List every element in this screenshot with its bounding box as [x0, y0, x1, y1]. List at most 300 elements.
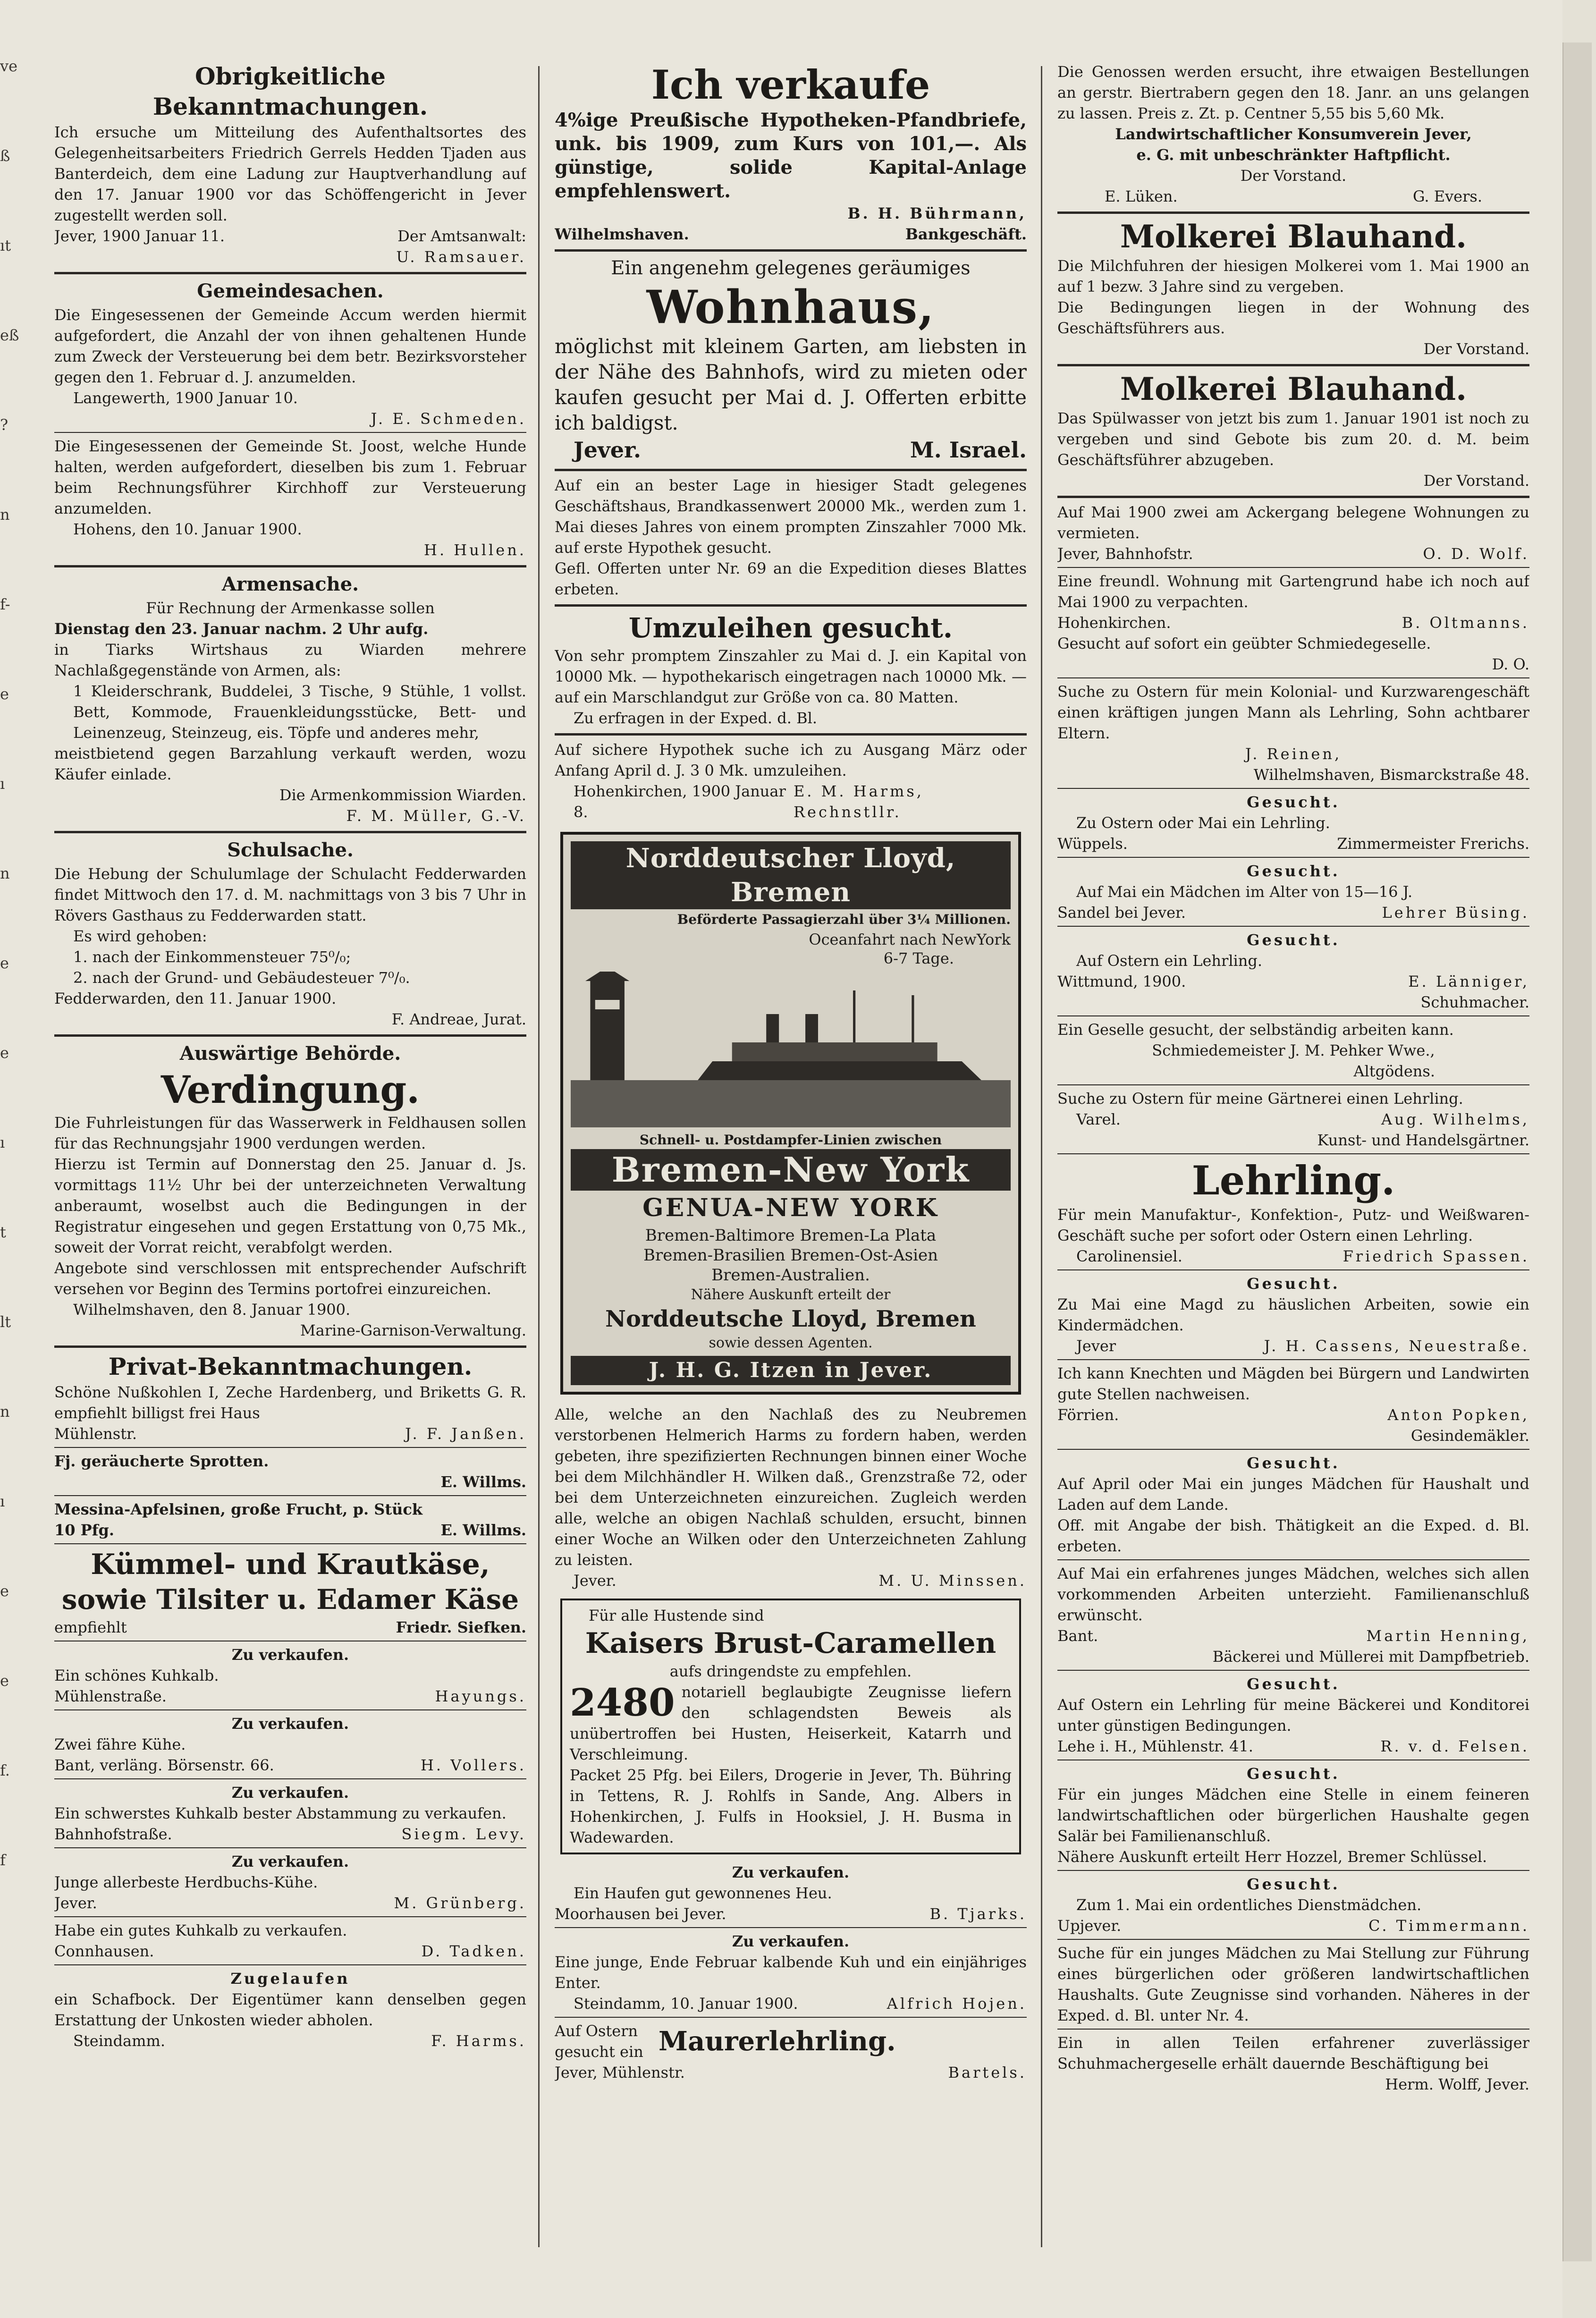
- ad-text: Eine freundl. Wohnung mit Gartengrund habe ich noch auf Mai 1900 zu verpachten.: [1057, 572, 1529, 611]
- ad-lehrling: [1057, 1157, 1529, 1267]
- notice-text: Die Eingesessenen der Gemeinde St. Joost, welche Hunde halten, werden aufgefordert, dieselben bis zum 1. Februar beim Rechnungsführer Kirchhoff zur Versteuerung anzumelden.: [54, 437, 526, 517]
- lloyd-header: Norddeutscher Lloyd, Bremen: [571, 841, 1011, 909]
- steamship-hull-illustration: [698, 1061, 981, 1080]
- steamship-funnel: [805, 1014, 818, 1042]
- ad-name: O. D. Wolf.: [1423, 545, 1529, 563]
- ad-signature-line: [1057, 1625, 1529, 1646]
- margin-text-fragment: f-: [0, 595, 10, 613]
- notice-text: in Tiarks Wirtshaus zu Wiarden mehrere Nachlaßgegenstände von Armen, als:: [54, 641, 526, 679]
- notice-text: Die Genossen werden ersucht, ihre etwaigen Bestellungen an gerstr. Biertrabern gegen den 18. Janr. an uns gelangen zu lassen. Preis z. Zt. p. Centner 5,55 bis 5,60 Mk.: [1057, 63, 1529, 122]
- notice-signature: E. Lüken.: [1105, 187, 1178, 205]
- lloyd-route-main: Bremen-New York: [571, 1149, 1011, 1191]
- margin-text-fragment: ı: [0, 1492, 5, 1510]
- ad-headline: Wohnhaus,: [646, 280, 935, 334]
- ad-headline: Ich verkaufe: [651, 61, 930, 108]
- ad-signature-line: [1057, 612, 1529, 633]
- ad-place: Sandel bei Jever.: [1057, 904, 1186, 922]
- ad-text: Zum 1. Mai ein ordentliches Dienstmädchen.: [1076, 1896, 1422, 1914]
- ad-place: Bant, verläng. Börsenstr. 66.: [54, 1756, 274, 1774]
- ad-note: Zu erfragen in der Exped. d. Bl.: [574, 709, 817, 727]
- ad-place: Bahnhofstraße.: [54, 1825, 172, 1843]
- ad-title: Gesucht.: [1247, 1875, 1340, 1893]
- ad-name: D. O.: [1492, 655, 1529, 673]
- ad-divider: [1057, 1015, 1529, 1016]
- margin-text-fragment: e: [0, 685, 9, 703]
- margin-text-fragment: n: [0, 1403, 10, 1421]
- ad-headline: Molkerei Blauhand.: [1120, 371, 1467, 407]
- ad-name: C. Timmermann.: [1368, 1917, 1529, 1935]
- ad-verkaufen-heu: [555, 1862, 1027, 1924]
- ad-signature-line: [54, 1941, 526, 1962]
- notice-signature-line: [555, 1570, 1027, 1591]
- notice-signature: F. Andreae, Jurat.: [391, 1010, 526, 1028]
- ad-stellung: [1057, 1943, 1529, 2026]
- section-divider: [1057, 211, 1529, 214]
- ad-geschaeftshaus: [555, 475, 1027, 600]
- ad-divider: [1057, 677, 1529, 678]
- notice-divider: [54, 432, 526, 433]
- notice-office: Die Armenkommission Wiarden.: [279, 786, 526, 804]
- ad-divider: [1057, 926, 1529, 927]
- section-title: Gemeindesachen.: [197, 280, 384, 302]
- ad-divider: [555, 1927, 1027, 1928]
- ad-signature-line: [555, 436, 1027, 464]
- ad-text: Auf Mai ein erfahrenes junges Mädchen, welches sich allen vorkommenden Arbeiten unterzieht. Familienanschluß erwünscht.: [1057, 1565, 1529, 1624]
- ad-place: Moorhausen bei Jever.: [555, 1905, 726, 1923]
- ad-text: Habe ein gutes Kuhkalb zu verkaufen.: [54, 1921, 347, 1939]
- ad-name: Zimmermeister Frerichs.: [1337, 835, 1529, 853]
- column-rule-1: [538, 66, 540, 2247]
- section-divider: [54, 272, 526, 274]
- margin-text-fragment: t: [0, 1223, 6, 1241]
- ad-text: Schöne Nußkohlen I, Zeche Hardenberg, und Briketts G. R. empfiehlt billigst frei Haus: [54, 1383, 526, 1422]
- lloyd-destinations: Bremen-Baltimore Bremen-La Plata: [645, 1226, 937, 1245]
- ad-signature-line: [1057, 1336, 1529, 1356]
- ad-title: Gesucht.: [1247, 1765, 1340, 1783]
- ad-trade: Gesindemäkler.: [1410, 1427, 1529, 1445]
- ad-gesucht-3: [1057, 930, 1529, 1013]
- ad-place: Carolinensiel.: [1076, 1247, 1182, 1265]
- ad-signature-line: [1057, 1736, 1529, 1757]
- ad-headline: Umzuleihen gesucht.: [628, 612, 953, 644]
- notice-headline: Verdingung.: [160, 1067, 420, 1112]
- ad-text: ein Schafbock. Der Eigentümer kann denselben gegen Erstattung der Unkosten wieder abholen.: [54, 1990, 526, 2029]
- notice-signature: M. U. Minssen.: [878, 1572, 1027, 1590]
- ad-divider: [1057, 1449, 1529, 1450]
- lloyd-lines: Schnell- u. Postdampfer-Linien zwischen: [639, 1132, 942, 1148]
- ad-divider: [1057, 567, 1529, 568]
- notice-text: Ich ersuche um Mitteilung des Aufenthaltsortes des Gelegenheitsarbeiters Friedrich Gerrels Hedden Tjaden aus Banterdeich, dem eine Ladung zur Hauptverhandlung auf den 17. Januar 1900 vor das Schöffengericht in Jever zugestellt werden soll.: [54, 123, 526, 224]
- lloyd-ocean: Oceanfahrt nach NewYork: [809, 931, 1011, 948]
- ad-text: Ein Geselle gesucht, der selbständig arbeiten kann.: [1057, 1021, 1454, 1039]
- ad-text: Von sehr promptem Zinszahler zu Mai d. J. ein Kapital von 10000 Mk. — hypothekarisch eingetragen nach 10000 Mk. — auf ein Marschlandgut zur Größe von ca. 80 Matten.: [555, 647, 1027, 706]
- ad-date: Hohenkirchen, 1900 Januar 8.: [574, 782, 786, 821]
- lloyd-destinations: Bremen-Brasilien Bremen-Ost-Asien: [643, 1246, 938, 1265]
- section-title: Obrigkeitliche Bekanntmachungen.: [152, 62, 428, 120]
- steamship-funnel: [766, 1014, 779, 1042]
- ad-name: Aug. Wilhelms,: [1381, 1110, 1529, 1128]
- ad-name: Siegm. Levy.: [401, 1825, 526, 1843]
- column-left: [54, 61, 526, 2252]
- notice-date: Fedderwarden, den 11. Januar 1900.: [54, 990, 337, 1007]
- ad-hypothek: [555, 739, 1027, 822]
- ad-signature-line: [54, 1893, 526, 1913]
- ad-place: Wittmund, 1900.: [1057, 973, 1186, 990]
- ad-title: Gesucht.: [1247, 793, 1340, 811]
- margin-text-fragment: e: [0, 954, 9, 972]
- margin-text-fragment: ß: [0, 147, 10, 165]
- ad-divider: [1057, 1870, 1529, 1871]
- ad-text: Auf ein an bester Lage in hiesiger Stadt gelegenes Geschäftshaus, Brandkassenwert 20000 Mk., werden zum 1. Mai dieses Jahres von einem prompten Zinszahler 7000 Mk. auf erste Hypothek gesucht.: [555, 476, 1027, 557]
- section-divider: [54, 1345, 526, 1348]
- lloyd-destinations: Bremen-Australien.: [711, 1266, 870, 1285]
- ad-divider: [1057, 1084, 1529, 1085]
- ad-molkerei-milchfuhren: [1057, 218, 1529, 359]
- steamship-deck-illustration: [732, 1042, 937, 1061]
- ad-title: Zugelaufen: [230, 1970, 350, 1988]
- ad-text: Zu Mai eine Magd zu häuslichen Arbeiten, sowie ein Kindermädchen.: [1057, 1295, 1529, 1334]
- ad-text: Zu Ostern oder Mai ein Lehrling.: [1076, 814, 1330, 832]
- ad-text: Suche für ein junges Mädchen zu Mai Stellung zur Führung eines bürgerlichen oder größeren landwirtschaftlichen Haushalts. Gute Zeugnisse sind vorhanden. Näheres in der Exped. d. Bl. unter Nr. 4.: [1057, 1944, 1529, 2024]
- section-divider: [54, 1034, 526, 1037]
- ad-signature-line: [54, 1423, 526, 1444]
- section-title: Armensache.: [221, 573, 359, 595]
- ad-name: Schmiedemeister J. M. Pehker Wwe.,: [1152, 1041, 1435, 1059]
- ad-name: J. H. Cassens, Neuestraße.: [1264, 1337, 1529, 1355]
- ad-signature-line: [1057, 1404, 1529, 1425]
- ad-title: Zu verkaufen.: [231, 1784, 349, 1802]
- ad-signature-line: [1057, 833, 1529, 854]
- ad-name: J. Reinen,: [1245, 745, 1342, 763]
- section-divider: [555, 249, 1027, 252]
- ad-gesucht-8: [1057, 1874, 1529, 1936]
- notice-konsumverein: [1057, 61, 1529, 207]
- ad-headline: Maurerlehrling.: [659, 2026, 896, 2057]
- ad-text: Für ein junges Mädchen eine Stelle in einem feineren landwirtschaftlichen oder bürgerlichen Haushalte gegen Salär bei Familienanschluß.: [1057, 1785, 1529, 1845]
- notice-date: Jever, 1900 Januar 11.: [54, 227, 225, 245]
- ad-signature-line: [54, 1824, 526, 1844]
- ad-signature-line: [54, 1755, 526, 1776]
- margin-text-fragment: ıt: [0, 237, 11, 254]
- ad-gesindemaekler: [1057, 1363, 1529, 1446]
- notice-intro: Es wird gehoben:: [73, 927, 207, 945]
- margin-text-fragment: ı: [0, 775, 5, 793]
- notice-obrigkeitliche: [54, 61, 526, 267]
- lighthouse-steamship-illustration: [571, 972, 1011, 1127]
- ad-divider: [1057, 788, 1529, 789]
- notice-signature: U. Ramsauer.: [396, 248, 526, 266]
- ad-gesucht-1: [1057, 792, 1529, 854]
- ad-divider: [1057, 1153, 1529, 1154]
- section-divider: [1057, 364, 1529, 366]
- notice-org: Landwirtschaftlicher Konsumverein Jever,: [1115, 125, 1472, 143]
- notice-outro: meistbietend gegen Barzahlung verkauft werden, wozu Käufer einlade.: [54, 744, 526, 783]
- ad-gesucht-5: [1057, 1453, 1529, 1557]
- ad-name: B. Oltmanns.: [1402, 614, 1529, 632]
- ad-intro: Auf Ostern: [555, 2022, 638, 2040]
- ad-kaisers-caramellen: [560, 1599, 1021, 1854]
- margin-text-fragment: ı: [0, 1134, 5, 1151]
- ad-intro: Für alle Hustende sind: [589, 1607, 764, 1624]
- ad-text: Auf sichere Hypothek suche ich zu Ausgang März oder Anfang April d. J. 3 0 Mk. umzuleihen.: [555, 741, 1027, 779]
- ad-claim: notariell beglaubigte Zeugnisse liefern den schlagendsten Beweis als unübertroffen bei Husten, Heiserkeit, Katarrh und Verschleimung.: [570, 1683, 1012, 1763]
- margin-text-fragment: ve: [0, 57, 18, 75]
- notice-text: Angebote sind verschlossen mit entsprechender Aufschrift versehen vor Beginn des Termins portofrei einzureichen.: [54, 1259, 526, 1298]
- column-rule-2: [1041, 66, 1042, 2247]
- margin-text-fragment: e: [0, 1044, 9, 1062]
- ad-text: Zwei fähre Kühe.: [54, 1735, 186, 1753]
- ad-name: E. Willms.: [440, 1473, 526, 1491]
- ad-name: Herm. Wolff, Jever.: [1385, 2075, 1529, 2093]
- ad-divider: [54, 1447, 526, 1448]
- ad-divider: [54, 1709, 526, 1710]
- notice-place: Jever.: [574, 1572, 616, 1590]
- ad-title: Gesucht.: [1247, 1454, 1340, 1472]
- ad-freundl-wohnung: [1057, 571, 1529, 633]
- ad-place: Hohenkirchen.: [1057, 614, 1171, 632]
- ad-wohnhaus: [555, 255, 1027, 464]
- lighthouse-top-illustration: [585, 972, 629, 981]
- ad-geselle: [1057, 1019, 1529, 1082]
- ad-place: Wüppels.: [1057, 835, 1128, 853]
- ad-title: Zu verkaufen.: [732, 1932, 850, 1950]
- ad-place: Förrien.: [1057, 1406, 1119, 1424]
- margin-text-fragment: f: [0, 1851, 6, 1869]
- ad-name: Friedr. Siefken.: [396, 1618, 526, 1636]
- notice-signature: F. M. Müller, G.-V.: [346, 807, 526, 825]
- ad-erfahrenes-maedchen: [1057, 1563, 1529, 1667]
- ad-signature-line: [555, 1903, 1027, 1924]
- ad-firm: Bankgeschäft.: [905, 225, 1027, 243]
- section-divider: [555, 469, 1027, 471]
- margin-text-fragment: lt: [0, 1313, 11, 1331]
- ad-gaertnerei: [1057, 1088, 1529, 1151]
- notice-schulsache: [54, 837, 526, 1030]
- ad-verkaufen-kuh: [555, 1931, 1027, 2014]
- ad-title: Fj. geräucherte Sprotten.: [54, 1452, 269, 1470]
- ad-title: Zu verkaufen.: [231, 1715, 349, 1733]
- ad-offer: Gefl. Offerten unter Nr. 69 an die Expedition dieses Blattes erbeten.: [555, 559, 1027, 598]
- notice-text: Hierzu ist Termin auf Donnerstag den 25. Januar d. Js. vormittags 11½ Uhr bei der unterzeichneten Verwaltung anberaumt, woselbst auch die Bedingungen in der Registratur eingesehen und gegen Erstattung von 0,75 Mk., soweit der Vorrat reicht, verabfolgt werden.: [54, 1155, 526, 1256]
- section-divider: [555, 604, 1027, 607]
- ad-text: Eine junge, Ende Februar kalbende Kuh und ein einjähriges Enter.: [555, 1953, 1027, 1992]
- notice-nachlass: [555, 1404, 1027, 1591]
- notice-date: Hohens, den 10. Januar 1900.: [73, 520, 302, 538]
- ad-text: Das Spülwasser von jetzt bis zum 1. Januar 1901 ist noch zu vergeben und sind Gebote bis zum 20. d. M. beim Geschäftsführer abzugeben.: [1057, 409, 1529, 469]
- notice-date: Wilhelmshaven, den 8. Januar 1900.: [73, 1301, 351, 1319]
- ad-umzuleihen: [555, 610, 1027, 728]
- ad-signature-line: [1057, 1109, 1529, 1130]
- ad-text: Die Bedingungen liegen in der Wohnung des Geschäftsführers aus.: [1057, 298, 1529, 337]
- section-title: Auswärtige Behörde.: [179, 1042, 401, 1065]
- ad-headline: sowie Tilsiter u. Edamer Käse: [61, 1583, 519, 1616]
- ad-signature-line: [54, 2030, 526, 2051]
- page-edge: [1562, 42, 1592, 2261]
- ad-signature-line: [54, 1686, 526, 1707]
- ad-firm: B. H. Bührmann,: [847, 204, 1027, 222]
- ad-name: E. M. Harms, Rechnstllr.: [793, 782, 924, 821]
- lloyd-local-agent: J. H. G. Itzen in Jever.: [571, 1356, 1011, 1385]
- ad-headline: Kaisers Brust-Caramellen: [585, 1627, 996, 1660]
- ad-text: empfiehlt: [54, 1618, 127, 1636]
- ad-place: Jever.: [54, 1894, 97, 1912]
- ad-divider: [1057, 1939, 1529, 1940]
- ad-place: Wilhelmshaven, Bismarckstraße 48.: [1253, 766, 1529, 784]
- ad-name: Friedrich Spassen.: [1343, 1247, 1529, 1265]
- ad-text: Suche zu Ostern für meine Gärtnerei einen Lehrling.: [1057, 1090, 1463, 1108]
- ad-text: Auf Ostern ein Lehrling für meine Bäckerei und Konditorei unter günstigen Bedingungen.: [1057, 1696, 1529, 1734]
- lloyd-agents: sowie dessen Agenten.: [709, 1335, 873, 1351]
- ad-divider: [1057, 857, 1529, 858]
- ad-recommend: aufs dringendste zu empfehlen.: [669, 1662, 912, 1680]
- ad-place: Jever.: [574, 437, 642, 463]
- ad-signature-line: [555, 2062, 1027, 2083]
- ad-headline: Lehrling.: [1191, 1157, 1395, 1204]
- ad-text: Gesucht auf sofort ein geübter Schmiedegeselle.: [1057, 634, 1431, 652]
- notice-signature-line: [1057, 186, 1529, 207]
- ad-place: Steindamm.: [73, 2032, 165, 2050]
- ad-maurerlehrling: [555, 2021, 1027, 2062]
- ad-signature-line: [54, 1520, 526, 1540]
- ad-divider: [1057, 1359, 1529, 1360]
- notice-signature: H. Hullen.: [424, 541, 526, 559]
- ad-name: M. Grünberg.: [394, 1894, 526, 1912]
- section-divider: [54, 565, 526, 567]
- ad-title: Gesucht.: [1247, 1275, 1340, 1293]
- ad-divider: [54, 1495, 526, 1496]
- ad-text: Auf Mai ein Mädchen im Alter von 15—16 J.: [1076, 883, 1413, 901]
- margin-text-fragment: e: [0, 1672, 9, 1690]
- section-divider: [54, 831, 526, 833]
- ad-place: Upjever.: [1057, 1917, 1122, 1935]
- notice-date: Langewerth, 1900 Januar 10.: [73, 389, 298, 407]
- ad-place: Mühlenstraße.: [54, 1687, 167, 1705]
- ad-number: 2480: [570, 1680, 675, 1725]
- column-right: [1057, 61, 1529, 2252]
- ad-text: 4%ige Preußische Hypotheken-Pfandbriefe, unk. bis 1909, zum Kurs von 101,—. Als günstige, solide Kapital-Anlage empfehlenswert.: [555, 109, 1027, 202]
- ad-divider: [54, 1916, 526, 1917]
- ad-kolonialwaren: [1057, 681, 1529, 785]
- ad-name: F. Harms.: [431, 2032, 526, 2050]
- section-title: Privat-Bekanntmachungen.: [108, 1353, 473, 1380]
- ad-text: Off. mit Angabe der bish. Thätigkeit an die Exped. d. Bl. erbeten.: [1057, 1516, 1529, 1555]
- ad-ich-verkaufe: [555, 61, 1027, 245]
- notice-armensache: [54, 571, 526, 826]
- margin-text-fragment: e: [0, 1582, 9, 1600]
- ad-trade: Bäckerei und Müllerei mit Dampfbetrieb.: [1212, 1648, 1529, 1666]
- ad-text: Ein Haufen gut gewonnenes Heu.: [574, 1884, 832, 1902]
- ad-signature-line: [555, 781, 1027, 822]
- lighthouse-window: [595, 1000, 620, 1009]
- ad-name: Anton Popken,: [1387, 1406, 1529, 1424]
- margin-text-fragment: eß: [0, 326, 19, 344]
- ad-title: Gesucht.: [1247, 931, 1340, 949]
- ad-text: Auf Ostern ein Lehrling.: [1076, 952, 1263, 970]
- ad-title: Messina-Apfelsinen, große Frucht, p. Stück: [54, 1500, 423, 1518]
- ad-gesucht-7: [1057, 1763, 1529, 1867]
- margin-text-fragment: f.: [0, 1761, 10, 1779]
- ad-schuhmachergeselle: [1057, 2032, 1529, 2095]
- margin-text-fragment: ?: [0, 416, 8, 434]
- lighthouse-illustration: [590, 981, 624, 1080]
- ad-title: Zu verkaufen.: [231, 1646, 349, 1664]
- notice-intro: Für Rechnung der Armenkasse sollen: [146, 599, 435, 617]
- ad-place: Lehe i. H., Mühlenstr. 41.: [1057, 1737, 1253, 1755]
- section-divider: [1057, 496, 1529, 498]
- left-margin-fragments: [0, 57, 19, 2087]
- ad-intro: Ein angenehm gelegenes geräumiges: [611, 257, 971, 279]
- ad-schmiedegeselle: [1057, 633, 1529, 675]
- ad-board: Der Vorstand.: [1423, 340, 1529, 358]
- ad-name: Martin Henning,: [1366, 1627, 1529, 1645]
- notice-date-bold: Dienstag den 23. Januar nachm. 2 Uhr aufg.: [54, 620, 429, 638]
- ad-title: Gesucht.: [1247, 862, 1340, 880]
- ad-text: Junge allerbeste Herdbuchs-Kühe.: [54, 1873, 318, 1891]
- ad-place: Jever, Mühlenstr.: [555, 2064, 685, 2081]
- notice-item: 2. nach der Grund- und Gebäudesteuer 7⁰/₀.: [73, 969, 410, 987]
- ad-signature-line: [555, 1993, 1027, 2014]
- ad-text: Ein schönes Kuhkalb.: [54, 1667, 219, 1684]
- ad-divider: [54, 1847, 526, 1848]
- ad-name: Bartels.: [948, 2064, 1027, 2081]
- lloyd-route-second: GENUA-NEW YORK: [642, 1193, 939, 1222]
- notice-office: Der Amtsanwalt:: [397, 227, 526, 245]
- ad-headline: Molkerei Blauhand.: [1120, 218, 1467, 255]
- notice-privat: [54, 1352, 526, 2051]
- signature-line: [54, 226, 526, 246]
- ad-title: Zu verkaufen.: [732, 1863, 850, 1881]
- lloyd-company: Norddeutsche Lloyd, Bremen: [605, 1306, 976, 1332]
- notice-text: Die Eingesessenen der Gemeinde Accum werden hiermit aufgefordert, die Anzahl der von ihnen gehaltenen Hunde zum Zweck der Versteuerung bei dem betr. Bezirksvorsteher gegen den 1. Februar d. J. anzumelden.: [54, 306, 526, 386]
- ad-dealers: Packet 25 Pfg. bei Eilers, Drogerie in Jever, Th. Bühring in Tettens, R. J. Rohlfs in Sande, Ang. Albers in Hohenkirchen, J. Fulfs in Hooksiel, J. H. Busma in Wadewarden.: [570, 1766, 1012, 1846]
- ad-wohnungen: [1057, 502, 1529, 564]
- ad-text: möglichst mit kleinem Garten, am liebsten in der Nähe des Bahnhofs, wird zu mieten oder kaufen gesucht per Mai d. J. Offerten erbitte ich baldigst.: [555, 335, 1027, 434]
- ad-gesucht-4: [1057, 1273, 1529, 1356]
- ad-text: Auf Mai 1900 zwei am Ackergang belegene Wohnungen zu vermieten.: [1057, 503, 1529, 542]
- ad-name: D. Tadken.: [421, 1942, 526, 1960]
- ad-signature-line: [555, 224, 1027, 245]
- ad-text: Ich kann Knechten und Mägden bei Bürgern und Landwirten gute Stellen nachweisen.: [1057, 1364, 1529, 1403]
- ad-price: 10 Pfg.: [54, 1521, 115, 1539]
- section-divider: [555, 733, 1027, 736]
- ad-place: Connhausen.: [54, 1942, 154, 1960]
- ad-name: B. Tjarks.: [929, 1905, 1027, 1923]
- ad-name: E. Willms.: [440, 1521, 526, 1539]
- section-title: Schulsache.: [227, 839, 354, 861]
- ad-signature-line: [1057, 971, 1529, 992]
- ad-name: Lehrer Büsing.: [1382, 904, 1529, 922]
- notice-org: e. G. mit unbeschränkter Haftpflicht.: [1136, 146, 1451, 164]
- ad-place: Altgödens.: [1353, 1062, 1435, 1080]
- ad-place: Jever: [1076, 1337, 1116, 1355]
- ad-name: E. Länniger,: [1408, 973, 1529, 990]
- ad-title: Gesucht.: [1247, 1675, 1340, 1693]
- ad-board: Der Vorstand.: [1423, 472, 1529, 490]
- notice-gemeindesachen: [54, 278, 526, 560]
- lloyd-info: Nähere Auskunft erteilt der: [691, 1286, 891, 1303]
- notice-signature: J. E. Schmeden.: [371, 410, 526, 428]
- notice-text: Die Fuhrleistungen für das Wasserwerk in Feldhausen sollen für das Rechnungsjahr 1900 verdungen werden.: [54, 1114, 526, 1152]
- ad-divider: [1057, 2029, 1529, 2030]
- notice-text: Die Hebung der Schulumlage der Schulacht Fedderwarden findet Mittwoch den 17. d. M. nachmittags von 3 bis 7 Uhr in Rövers Gasthaus zu Fedderwarden statt.: [54, 865, 526, 924]
- ad-name: M. Israel.: [910, 437, 1027, 463]
- ad-divider: [1057, 1559, 1529, 1560]
- ad-divider: [54, 1543, 526, 1544]
- ad-text: Auf April oder Mai ein junges Mädchen für Haushalt und Laden auf dem Lande.: [1057, 1475, 1529, 1514]
- ad-divider: [54, 1964, 526, 1965]
- ad-text: Die Milchfuhren der hiesigen Molkerei vom 1. Mai 1900 an auf 1 bezw. 3 Jahre sind zu vergeben.: [1057, 257, 1529, 296]
- notice-signature: Marine-Garnison-Verwaltung.: [300, 1321, 526, 1339]
